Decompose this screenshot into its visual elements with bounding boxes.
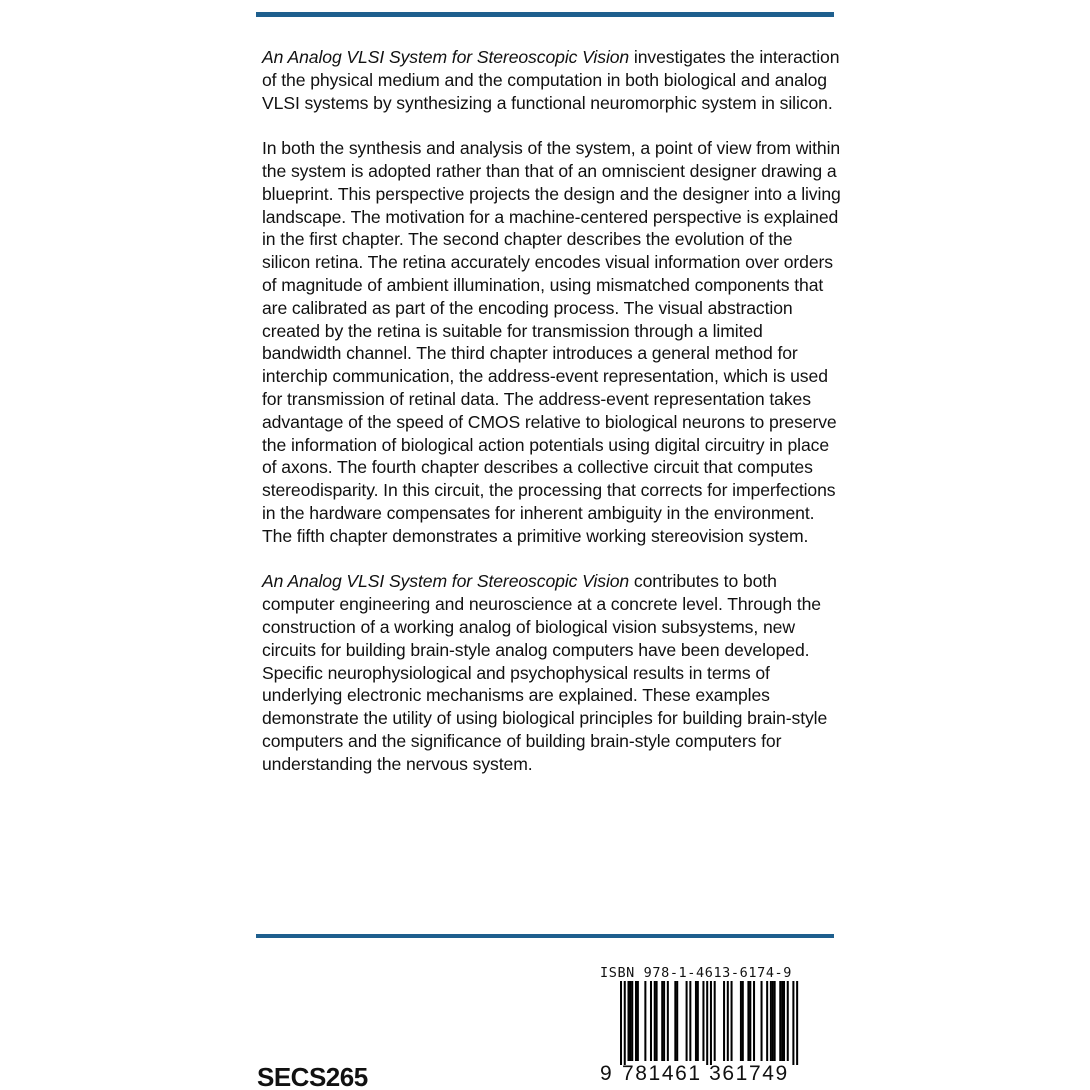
barcode-bar — [620, 981, 622, 1065]
barcode-bar — [792, 981, 794, 1065]
barcode-bar — [714, 981, 716, 1061]
barcode-bar — [770, 981, 772, 1061]
barcode-bar — [656, 981, 658, 1061]
barcode-bar — [740, 981, 742, 1061]
blurb-paragraph-3-text: contributes to both computer engineering and neuroscience at a concrete level. Through the construction of a working analog of biological vision subsystems, new circuits for building brain-style analog computers have been developed. Specific neurophysiological and psychophysical results in terms of underlying electronic mechanisms are explained. These examples demonstrate the utility of using biological principles for building brain-style computers and the significance of building brain-style computers for understanding the nervous system. — [262, 571, 828, 774]
top-rule — [256, 12, 834, 17]
barcode-bar — [781, 981, 783, 1061]
barcode-bar — [635, 981, 637, 1061]
barcode-bar — [766, 981, 768, 1061]
ean-lead-digit: 9 — [600, 1062, 612, 1085]
barcode-bar — [710, 981, 712, 1065]
barcode-bar — [723, 981, 725, 1061]
barcode-bar — [783, 981, 785, 1061]
ean-digits: 781461 361749 — [622, 1062, 789, 1085]
barcode-bar — [686, 981, 688, 1061]
barcode-bar — [676, 981, 678, 1061]
barcode-bar — [697, 981, 699, 1061]
barcode-bar — [627, 981, 629, 1061]
barcode-bar — [631, 981, 633, 1061]
book-title-italic: An Analog VLSI System for Stereoscopic Vision — [262, 47, 630, 67]
barcode-bar — [749, 981, 751, 1061]
back-cover-blurb — [262, 46, 842, 798]
barcode-bar — [772, 981, 774, 1061]
barcode-bar — [774, 981, 776, 1061]
barcode-bar — [779, 981, 781, 1061]
bottom-rule — [256, 934, 834, 938]
barcode-bar — [702, 981, 704, 1061]
barcode-bar — [654, 981, 656, 1061]
barcode-bar — [637, 981, 639, 1061]
barcode-bar — [624, 981, 626, 1065]
blurb-paragraph-1 — [262, 46, 842, 114]
isbn-barcode — [598, 964, 824, 1088]
barcode-bar — [689, 981, 691, 1061]
barcode-bar — [747, 981, 749, 1061]
barcode-bar — [742, 981, 744, 1061]
barcode-bar — [663, 981, 665, 1061]
barcode-bar — [706, 981, 708, 1065]
barcode-bar — [761, 981, 763, 1061]
book-title-italic: An Analog VLSI System for Stereoscopic Vision — [262, 571, 630, 592]
barcode-bar — [644, 981, 646, 1061]
barcode-bars — [598, 981, 802, 1065]
isbn-label: ISBN 978-1-4613-6174-9 — [600, 965, 793, 981]
blurb-paragraph-3 — [262, 570, 842, 775]
barcode-bar — [650, 981, 652, 1061]
blurb-paragraph-2: In both the synthesis and analysis of the system, a point of view from within the system is adopted rather than that of an omniscient designer drawing a blueprint. This perspective projects the design and the designer into a living landscape. The motivation for a machine-centered perspective is explained in the first chapter. The second chapter describes the evolution of the silicon retina. The retina accurately encodes visual information over orders of magnitude of ambient illumination, using mismatched components that are calibrated as part of the encoding process. The visual abstraction created by the retina is suitable for transmission through a limited bandwidth channel. The third chapter introduces a general method for interchip communication, the address-event representation, which is used for transmission of retinal data. The address-event representation takes advantage of the speed of CMOS relative to biological neurons to preserve the information of biological action potentials using digital circuitry in place of axons. The fourth chapter describes a collective circuit that computes stereodisparity. In this circuit, the processing that corrects for imperfections in the hardware compensates for inherent ambiguity in the environment. The fifth chapter demonstrates a primitive working stereovision system. — [262, 138, 841, 546]
barcode-bar — [731, 981, 733, 1061]
barcode-bar — [787, 981, 789, 1061]
barcode-bar — [667, 981, 669, 1061]
barcode-bar — [661, 981, 663, 1061]
barcode-bar — [674, 981, 676, 1061]
barcode-bar — [753, 981, 755, 1061]
barcode-bar — [796, 981, 798, 1065]
barcode-bar — [727, 981, 729, 1061]
barcode-bar — [695, 981, 697, 1061]
series-code: SECS265 — [257, 1062, 368, 1090]
blurb-paragraph-1-text: investigates the interaction of the physical medium and the computation in both biological and analog VLSI systems by synthesizing a functional neuromorphic system in silicon. — [262, 47, 840, 113]
barcode-bar — [629, 981, 631, 1061]
